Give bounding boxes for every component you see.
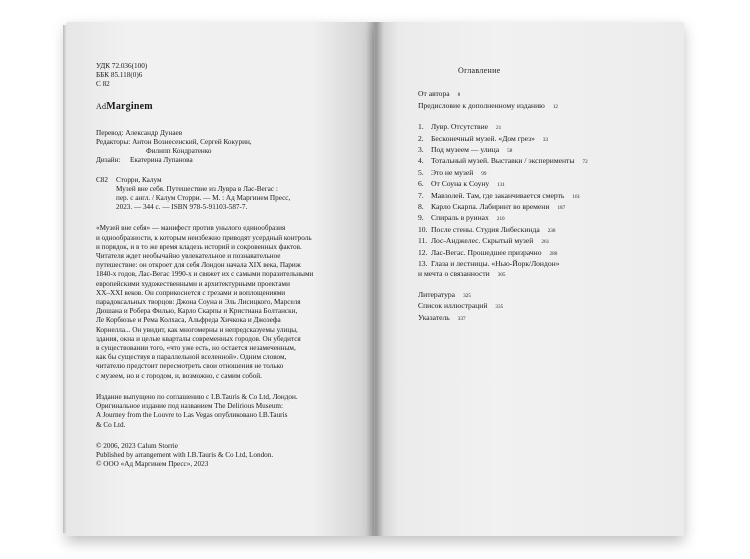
toc-chapter: 6. От Соуна к Соуну 131 bbox=[418, 179, 506, 189]
catalog-code: С82 bbox=[96, 175, 108, 184]
toc-entry: Предисловие к дополненному изданию 12 bbox=[418, 100, 559, 110]
toc-chapter: 9. Спираль в руинах 210 bbox=[418, 213, 505, 223]
toc-chapter: 13. Глаза и лестницы. «Нью-Йорк/Лондон» bbox=[418, 259, 560, 269]
classification-codes bbox=[96, 62, 354, 90]
catalog-body: Сторри, Калум Музей вне себя. Путешествие из Лувра в Лас-Вегас : пер. с англ. / Калум Сторри. — М. : Ад Маргинем Пресс, 2023. — 344 с. — ISBN 978-5-91103-587-7. bbox=[116, 175, 291, 212]
toc-title: Оглавление bbox=[458, 66, 501, 75]
table-of-contents bbox=[418, 66, 678, 324]
udc-code: УДК 72.036(100) bbox=[96, 62, 148, 70]
toc-entry: Литература 325 bbox=[418, 289, 471, 299]
toc-chapter: 11. Лос-Анджелес. Скрытый музей 261 bbox=[418, 236, 550, 246]
publisher-logo: AdMarginem bbox=[96, 100, 153, 112]
design-credit: Дизайн: Екатерина Лупанова bbox=[96, 156, 193, 165]
imprint-page bbox=[96, 62, 354, 469]
toc-chapter: 2. Бесконечный музей. «Дом грез» 33 bbox=[418, 133, 549, 143]
editors-credit: Редакторы: Антон Вознесенский, Сергей Кокурин, bbox=[96, 138, 252, 147]
left-page bbox=[66, 22, 374, 536]
toc-entry: От автора 8 bbox=[418, 89, 461, 99]
catalog-record bbox=[96, 176, 354, 213]
publication-note: Издание выпущено по соглашению с I.B.Tauris & Co Ltd, Лондон. Оригинальное издание под названием The Delirious Museum: A Journey from the Louvre to Las Vegas опубликовано I.B.Tauris & Co Ltd. bbox=[96, 392, 298, 429]
book-spine-shadow bbox=[366, 22, 384, 536]
copyright-notice: © 2006, 2023 Calum Storrie Published by arrangement with I.B.Tauris & Co Ltd, London. © ООО «Ад Маргинем Пресс», 2023 bbox=[96, 441, 274, 469]
toc-chapter: 4. Тотальный музей. Выставки / эксперименты 72 bbox=[418, 156, 588, 166]
annotation: «Музей вне себя» — манифест против унылого единообразия и однообразности, к которым неизбежно приводят усердный контроль и порядок, и в то же время кладезь историй и сокровенных фактов. Читателя ждет необычайно увлекательное и познавательное путешествие: он откроет для себя Лондон начала XIX века, Париж 1840-х годов, Лас-Вегас 1990-х и свяжет их с самыми поразительными европейскими художественными и архитектурными проектами XX–XXI веков. Он соприкоснется с грезами и воплощениями парадоксальных творцов: Джона Соуна и Эль Лисицкого, Марселя Дюшана и Робера Филью, Карло Скарпы и Кристиана Болтански, Ле Корбюзье и Рема Колхаса, Альфреда Хичкока и Джозефа Корнелла... Он увидит, как многомерны и непредсказуемы улицы, здания, окна и целые кварталы современных городов. Он убедится в существовании того, «что уже есть, но остается незамеченным, как бы существуя в параллельной вселенной». Одним словом, читателю предстоит пересмотреть свои отношения не только с музеем, но и с городом, и, возможно, с самим собой. bbox=[96, 224, 314, 380]
open-book bbox=[66, 22, 684, 536]
left-page-edges bbox=[63, 25, 66, 533]
toc-chapter: 1. Лувр. Отсутствие 21 bbox=[418, 122, 502, 132]
toc-chapter: 8. Карло Скарпа. Лабиринт во времени 187 bbox=[418, 202, 566, 212]
toc-chapter: 12. Лас-Вегас. Прошедшее призрачно 280 bbox=[418, 247, 558, 257]
author-mark: С 82 bbox=[96, 80, 110, 89]
toc-chapter: 3. Под музеем — улица 58 bbox=[418, 145, 513, 155]
toc-chapter-cont: и мечта о связанности 305 bbox=[418, 268, 506, 278]
bbk-code: ББК 85.118(0)6 bbox=[96, 71, 143, 80]
toc-entry: Список иллюстраций 335 bbox=[418, 301, 504, 311]
translator-credit: Перевод: Александр Дунаев bbox=[96, 128, 183, 137]
editors-credit-cont: Филипп Кондратенко bbox=[146, 147, 212, 156]
toc-chapter: 7. Мавзолей. Там, где заканчивается смерть 161 bbox=[418, 190, 581, 200]
toc-chapter: 5. Это не музей 99 bbox=[418, 167, 487, 177]
toc-chapter: 10. После стены. Студия Либескинда 238 bbox=[418, 224, 556, 234]
toc-entry: Указатель 337 bbox=[418, 312, 466, 322]
credits bbox=[96, 129, 354, 166]
